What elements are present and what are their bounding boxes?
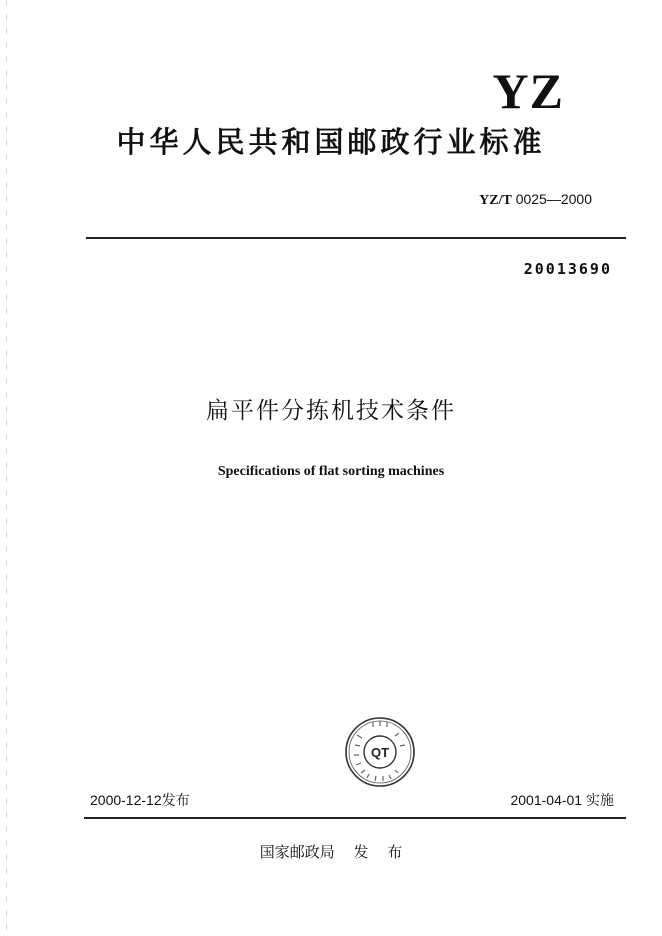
footer-divider [84,817,626,819]
standard-category-code: YZ [492,63,564,119]
effective-date [510,793,614,807]
header-divider [86,237,626,239]
document-title-english: Specifications of flat sorting machines [217,464,445,479]
standard-number [479,192,592,208]
release-date [90,793,190,807]
release-date-value: 2000-12-12 [90,792,162,808]
organization-heading: 中华人民共和国邮政行业标准 [116,125,546,159]
issuer-action: 发 布 [353,843,403,861]
standard-prefix: YZ/T [479,193,512,208]
issuer-name: 国家邮政局 [259,843,335,861]
stamp-center-text: QT [370,745,390,760]
release-label: 发布 [161,792,190,808]
standard-number-value: 0025—2000 [515,191,592,207]
stamp-icon [343,715,417,789]
document-title-chinese: 扁平件分拣机技术条件 [206,398,456,424]
catalog-number: 20013690 [523,260,612,278]
effective-label: 实施 [586,792,614,808]
issuer-line [0,845,662,860]
library-stamp-seal [343,715,417,789]
effective-date-value: 2001-04-01 [510,792,583,808]
